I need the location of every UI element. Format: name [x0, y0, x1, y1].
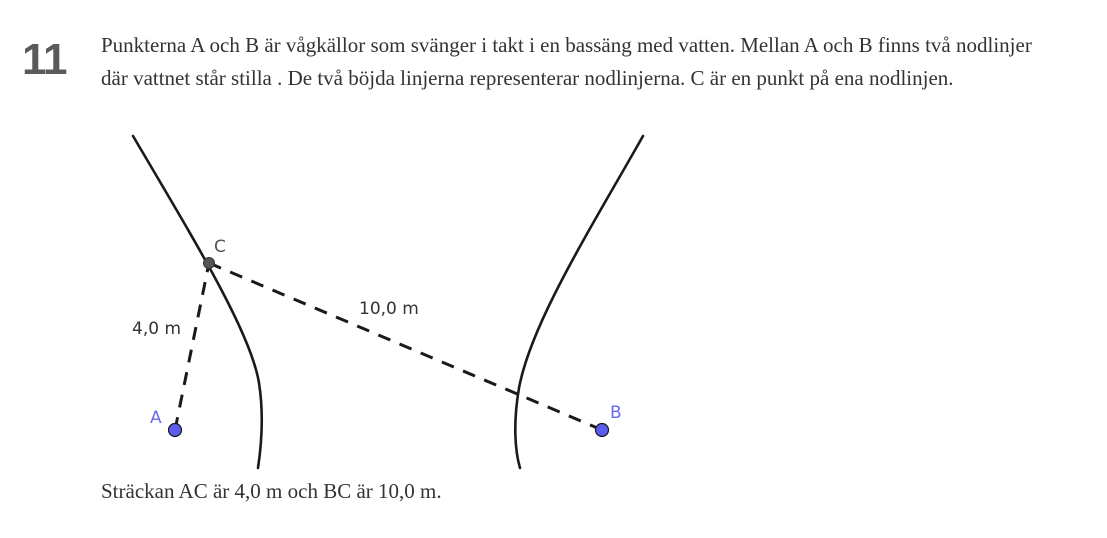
nodal-line-right	[515, 136, 643, 468]
point-c	[204, 258, 215, 269]
question-number: 11	[22, 35, 67, 84]
question-text: Punkterna A och B är vågkällor som svänger i takt i en bassäng med vatten. Mellan A och B finns två nodlinjer där vattnet står stilla . De två böjda linjerna representerar nodlinjerna. C är en punkt på ena nodlinjen.	[101, 33, 1032, 90]
label-b: B	[610, 403, 622, 423]
label-distance-bc: 10,0 m	[359, 299, 419, 319]
segment-ac	[175, 263, 209, 430]
label-c: C	[214, 237, 226, 257]
nodal-lines-figure	[101, 133, 661, 473]
caption: Sträckan AC är 4,0 m och BC är 10,0 m.	[101, 479, 442, 503]
label-a: A	[150, 408, 162, 428]
point-a	[169, 424, 182, 437]
point-b	[596, 424, 609, 437]
segment-bc	[209, 263, 602, 430]
label-distance-ac: 4,0 m	[132, 319, 181, 339]
